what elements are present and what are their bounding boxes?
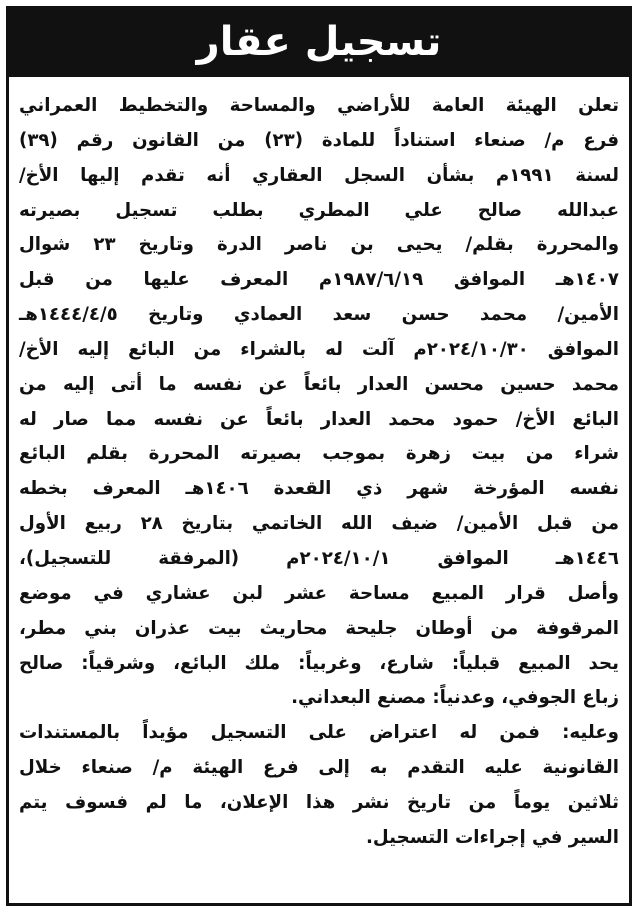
notice-line: محمد حسين محسن العدار بائعاً عن نفسه ما أتى إليه من bbox=[19, 373, 619, 395]
notice-line: تعلن الهيئة العامة للأراضي والمساحة والتخطيط العمراني bbox=[19, 95, 619, 116]
notice-line: الموافق ٢٠٢٤/١٠/٣٠م آلت له بالشراء من البائع إليه الأخ/ bbox=[19, 338, 619, 360]
notice-line: المرقوفة من أوطان جليحة محاريث بيت عذران بني مطر، bbox=[19, 617, 619, 639]
notice-line: وعليه: فمن له اعتراض على التسجيل مؤيداً بالمستندات bbox=[19, 722, 619, 744]
notice-line: عبدالله صالح علي المطري بطلب تسجيل بصيرته bbox=[19, 199, 619, 221]
notice-line: زباع الجوفي، وعدنياً: مصنع البعداني. bbox=[291, 687, 619, 709]
notice-line: شراء من بيت زهرة بموجب بصيرته المحررة بقلم البائع bbox=[19, 443, 619, 465]
notice-line: القانونية عليه التقدم به إلى فرع الهيئة م/ صنعاء خلال bbox=[19, 757, 619, 779]
notice-line: ١٤٠٧هـ الموافق ١٩٨٧/٦/١٩م المعرف عليها من قبل bbox=[19, 269, 619, 291]
notice-line: لسنة ١٩٩١م بشأن السجل العقاري أنه تقدم إليها الأخ/ bbox=[19, 164, 619, 186]
notice-body bbox=[9, 77, 629, 856]
notice-line: ثلاثين يوماً من تاريخ نشر هذا الإعلان، ما لم فسوف يتم bbox=[19, 791, 619, 813]
notice-line: البائع الأخ/ حمود محمد العدار بائعاً عن نفسه مما صار له bbox=[19, 408, 619, 430]
notice-line: نفسه المؤرخة شهر ذي القعدة ١٤٠٦هـ المعرف بخطه bbox=[19, 478, 619, 500]
notice-line: والمحررة بقلم/ يحيى بن ناصر الدرة وتاريخ ٢٣ شوال bbox=[19, 234, 619, 256]
header-bar bbox=[9, 9, 629, 77]
notice-line: ١٤٤٦هـ الموافق ٢٠٢٤/١٠/١م (المرفقة للتسجيل)، bbox=[19, 547, 620, 569]
notice-title: تسجيل عقار bbox=[196, 19, 442, 65]
notice-line: السير في إجراءات التسجيل. bbox=[366, 826, 619, 848]
notice-line: يحد المبيع قبلياً: شارع، وغربياً: ملك البائع، وشرقياً: صالح bbox=[19, 652, 619, 674]
notice-box bbox=[6, 6, 632, 906]
notice-line: وأصل قرار المبيع مساحة عشر لبن عشاري في موضع bbox=[19, 582, 619, 604]
notice-line: فرع م/ صنعاء استناداً للمادة (٢٣) من القانون رقم (٣٩) bbox=[19, 129, 619, 151]
notice-line: الأمين/ محمد حسن سعد العمادي وتاريخ ١٤٤٤/٤/٥هـ bbox=[19, 304, 619, 326]
notice-line: من قبل الأمين/ ضيف الله الخاتمي بتاريخ ٢٨ ربيع الأول bbox=[19, 513, 619, 535]
